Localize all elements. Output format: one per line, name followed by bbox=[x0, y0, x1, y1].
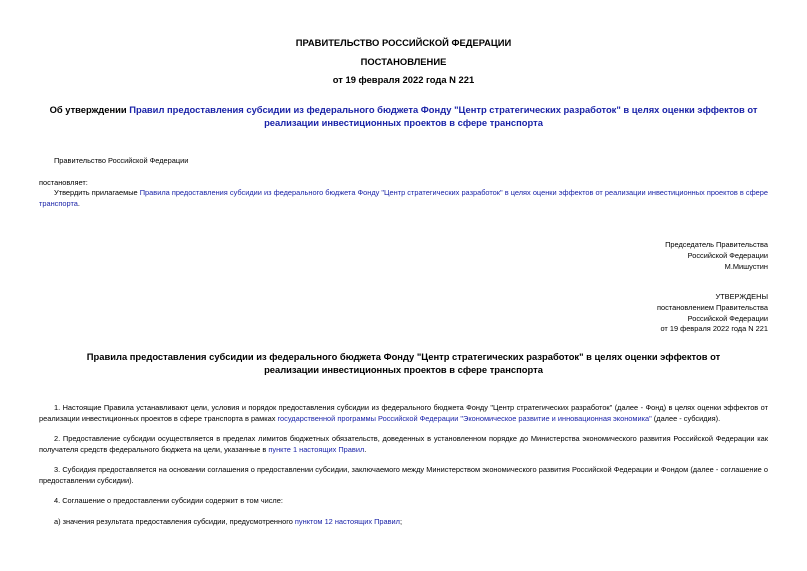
approval-stamp: УТВЕРЖДЕНЫ bbox=[715, 292, 768, 301]
signature-position: Председатель Правительства bbox=[665, 240, 768, 249]
rule-item-3: 3. Субсидия предоставляется на основании соглашения о предоставлении субсидии, заключаемого между Министерством экономического развития Российской Федерации и Фондом (далее - соглашение о предоставлении субсидии). bbox=[39, 465, 768, 485]
rule-2-item-link[interactable]: пункте 1 настоящих Правил bbox=[268, 445, 365, 454]
title-rules-link[interactable]: Правил предоставления субсидии из федерального бюджета Фонду "Центр стратегических разработок" в целях оценки эффектов от реализации инвестиционных проектов в сфере транспорта bbox=[129, 104, 758, 128]
doc-type-heading: ПОСТАНОВЛЕНИЕ bbox=[360, 56, 447, 67]
title-prefix: Об утверждении bbox=[49, 104, 130, 115]
preamble-decree: постановляет: bbox=[39, 178, 88, 187]
approval-country: Российской Федерации bbox=[687, 314, 768, 323]
signature-name: М.Мишустин bbox=[724, 262, 768, 271]
approve-prefix: Утвердить прилагаемые bbox=[54, 188, 140, 197]
approval-by: постановлением Правительства bbox=[657, 303, 768, 312]
signature-country: Российской Федерации bbox=[687, 251, 768, 260]
approve-suffix: . bbox=[77, 199, 80, 208]
preamble-government: Правительство Российской Федерации bbox=[54, 156, 189, 165]
rule-2-text: 2. Предоставление субсидии осуществляется в пределах лимитов бюджетных обязательств, доведенных в установленном порядке до Министерства экономического развития Российской Федерации как получателя средств федерального бюджета на цели, указанные в bbox=[39, 434, 768, 454]
rule-a-item-link[interactable]: пунктом 12 настоящих Правил bbox=[294, 517, 400, 526]
government-heading: ПРАВИТЕЛЬСТВО РОССИЙСКОЙ ФЕДЕРАЦИИ bbox=[295, 37, 512, 48]
rule-1-text: 1. Настоящие Правила устанавливают цели, условия и порядок предоставления субсидии из федерального бюджета Фонду "Центр стратегических разработок" (далее - Фонд) в целях оценки эффектов от реализации инвестиционных проектов в сфере транспорта в рамках bbox=[39, 403, 768, 423]
approve-rules-link[interactable]: Правила предоставления субсидии из федерального бюджета Фонду "Центр стратегических разработок" в целях оценки эффектов от реализации инвестиционных проектов в сфере транспорта bbox=[39, 188, 768, 208]
rule-2-tail: . bbox=[364, 445, 367, 454]
date-heading: от 19 февраля 2022 года N 221 bbox=[332, 74, 475, 85]
rule-a-text: а) значения результата предоставления субсидии, предусмотренного bbox=[54, 517, 295, 526]
rule-item-1 bbox=[39, 402, 768, 424]
rule-a-tail: ; bbox=[400, 517, 403, 526]
rule-item-2 bbox=[39, 433, 768, 455]
rule-item-4: 4. Соглашение о предоставлении субсидии содержит в том числе: bbox=[54, 496, 283, 505]
rule-1-tail: (далее - субсидия). bbox=[651, 414, 721, 423]
document-title bbox=[38, 104, 769, 129]
rules-title: Правила предоставления субсидии из федерального бюджета Фонду "Центр стратегических разработок" в целях оценки эффектов от реализации инвестиционных проектов в сфере транспорта bbox=[86, 351, 721, 375]
approval-date: от 19 февраля 2022 года N 221 bbox=[660, 324, 768, 333]
rule-1-program-link[interactable]: государственной программы Российской Федерации "Экономическое развитие и инновационная экономика" bbox=[277, 414, 652, 423]
approve-paragraph bbox=[39, 187, 768, 209]
rule-item-a bbox=[39, 516, 768, 527]
